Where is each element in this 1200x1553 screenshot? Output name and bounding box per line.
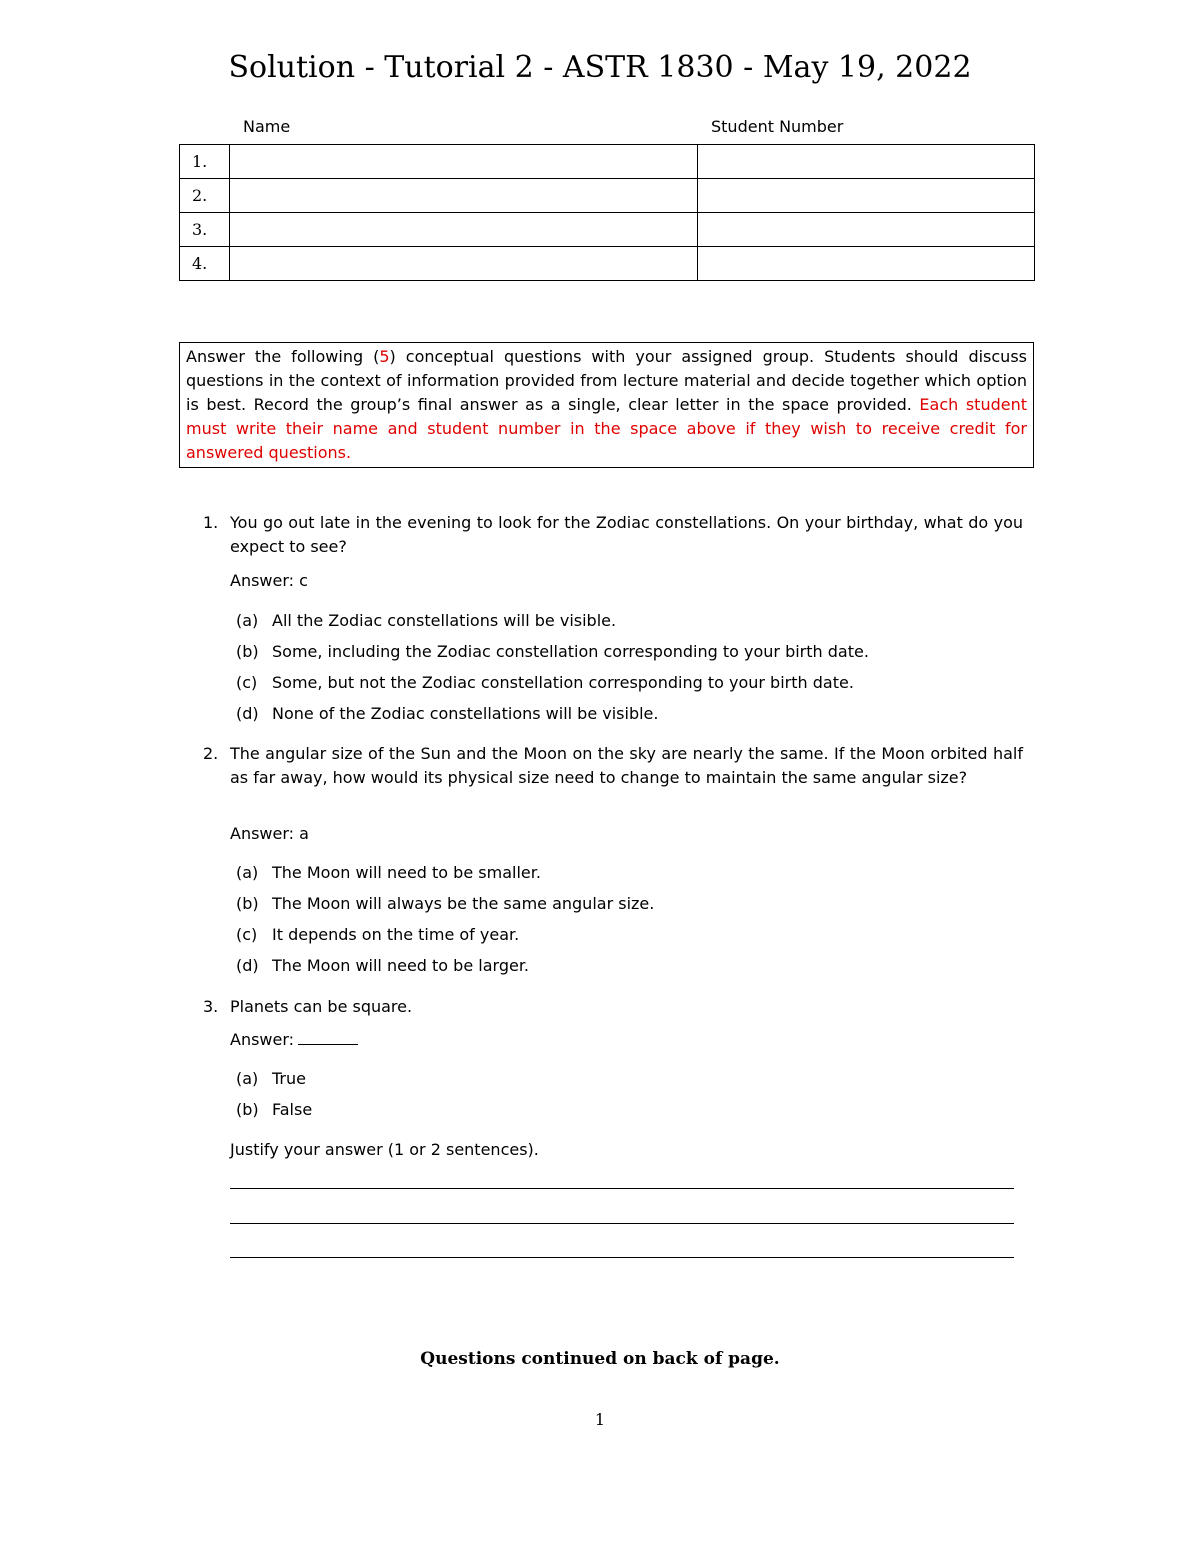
instructions-box xyxy=(179,342,1034,468)
option-1c xyxy=(236,673,854,692)
name-cell[interactable] xyxy=(229,179,697,213)
student-number-column-header: Student Number xyxy=(711,117,844,136)
option-text: True xyxy=(272,1069,306,1088)
option-label: (d) xyxy=(236,704,259,723)
option-text: The Moon will always be the same angular size. xyxy=(272,894,655,913)
option-1b xyxy=(236,642,869,661)
option-1d xyxy=(236,704,658,723)
student-table xyxy=(179,144,1035,281)
justify-prompt: Justify your answer (1 or 2 sentences). xyxy=(230,1140,539,1159)
option-text: All the Zodiac constellations will be visible. xyxy=(272,611,617,630)
page-number: 1 xyxy=(594,1410,606,1429)
option-text: None of the Zodiac constellations will be visible. xyxy=(272,704,659,723)
justify-line[interactable] xyxy=(230,1188,1014,1189)
option-2d xyxy=(236,956,529,975)
option-text: The Moon will need to be larger. xyxy=(272,956,530,975)
continued-note: Questions continued on back of page. xyxy=(420,1349,780,1369)
table-row xyxy=(180,145,1035,179)
justify-line[interactable] xyxy=(230,1257,1014,1258)
option-label: (b) xyxy=(236,642,259,661)
justify-line[interactable] xyxy=(230,1223,1014,1224)
option-text: False xyxy=(272,1100,313,1119)
option-label: (a) xyxy=(236,1069,259,1088)
answer-label: Answer: xyxy=(230,571,295,590)
option-text: Some, including the Zodiac constellation corresponding to your birth date. xyxy=(272,642,869,661)
option-label: (c) xyxy=(236,925,258,944)
option-label: (b) xyxy=(236,1100,259,1119)
table-row xyxy=(180,247,1035,281)
question-text: You go out late in the evening to look for the Zodiac constellations. On your birthday, what do you expect to see? xyxy=(230,513,1023,556)
answer-value: c xyxy=(299,571,308,590)
answer-value: a xyxy=(299,824,309,843)
instructions-warning: Each student must write their name and student number in the space above if they wish to receive credit for answered questions. xyxy=(186,395,1028,462)
question-text: The angular size of the Sun and the Moon on the sky are nearly the same. If the Moon orbited half as far away, how would its physical size need to change to maintain the same angular size? xyxy=(230,744,1023,787)
page-title: Solution - Tutorial 2 - ASTR 1830 - May 19, 2022 xyxy=(228,50,972,85)
table-row xyxy=(180,179,1035,213)
answer-line-3 xyxy=(230,1030,358,1049)
row-index: 2. xyxy=(180,179,230,213)
option-3b xyxy=(236,1100,312,1119)
question-text: Planets can be square. xyxy=(230,997,413,1016)
answer-label: Answer: xyxy=(230,824,295,843)
name-cell[interactable] xyxy=(229,145,697,179)
option-1a xyxy=(236,611,616,630)
student-number-cell[interactable] xyxy=(698,247,1035,281)
option-label: (a) xyxy=(236,611,259,630)
question-number: 2. xyxy=(203,744,219,763)
option-label: (c) xyxy=(236,673,258,692)
student-number-cell[interactable] xyxy=(698,213,1035,247)
student-number-cell[interactable] xyxy=(698,179,1035,213)
option-label: (a) xyxy=(236,863,259,882)
option-label: (b) xyxy=(236,894,259,913)
option-label: (d) xyxy=(236,956,259,975)
name-column-header: Name xyxy=(243,117,291,136)
instructions-text-1: Answer the following ( xyxy=(186,347,380,366)
question-1 xyxy=(203,511,1023,559)
row-index: 3. xyxy=(180,213,230,247)
row-index: 4. xyxy=(180,247,230,281)
option-text: It depends on the time of year. xyxy=(272,925,520,944)
question-number: 1. xyxy=(203,513,219,532)
name-cell[interactable] xyxy=(229,213,697,247)
student-number-cell[interactable] xyxy=(698,145,1035,179)
option-2a xyxy=(236,863,541,882)
option-2c xyxy=(236,925,519,944)
question-2 xyxy=(203,742,1023,790)
instructions-text-2: ) conceptual questions with your assigned group. Students should discuss questions in the context of information provided from lecture material and decide together which option is best. Record the group’s final answer as a single, clear letter in the space provided. xyxy=(186,347,1027,414)
question-number: 3. xyxy=(203,997,219,1016)
option-text: Some, but not the Zodiac constellation corresponding to your birth date. xyxy=(272,673,854,692)
question-3 xyxy=(203,995,1023,1019)
row-index: 1. xyxy=(180,145,230,179)
option-3a xyxy=(236,1069,306,1088)
answer-blank[interactable] xyxy=(298,1030,358,1045)
answer-label: Answer: xyxy=(230,1030,295,1049)
answer-line-2 xyxy=(230,824,309,843)
answer-line-1 xyxy=(230,571,308,590)
option-text: The Moon will need to be smaller. xyxy=(272,863,541,882)
name-cell[interactable] xyxy=(229,247,697,281)
table-row xyxy=(180,213,1035,247)
option-2b xyxy=(236,894,654,913)
question-count: 5 xyxy=(379,347,390,366)
